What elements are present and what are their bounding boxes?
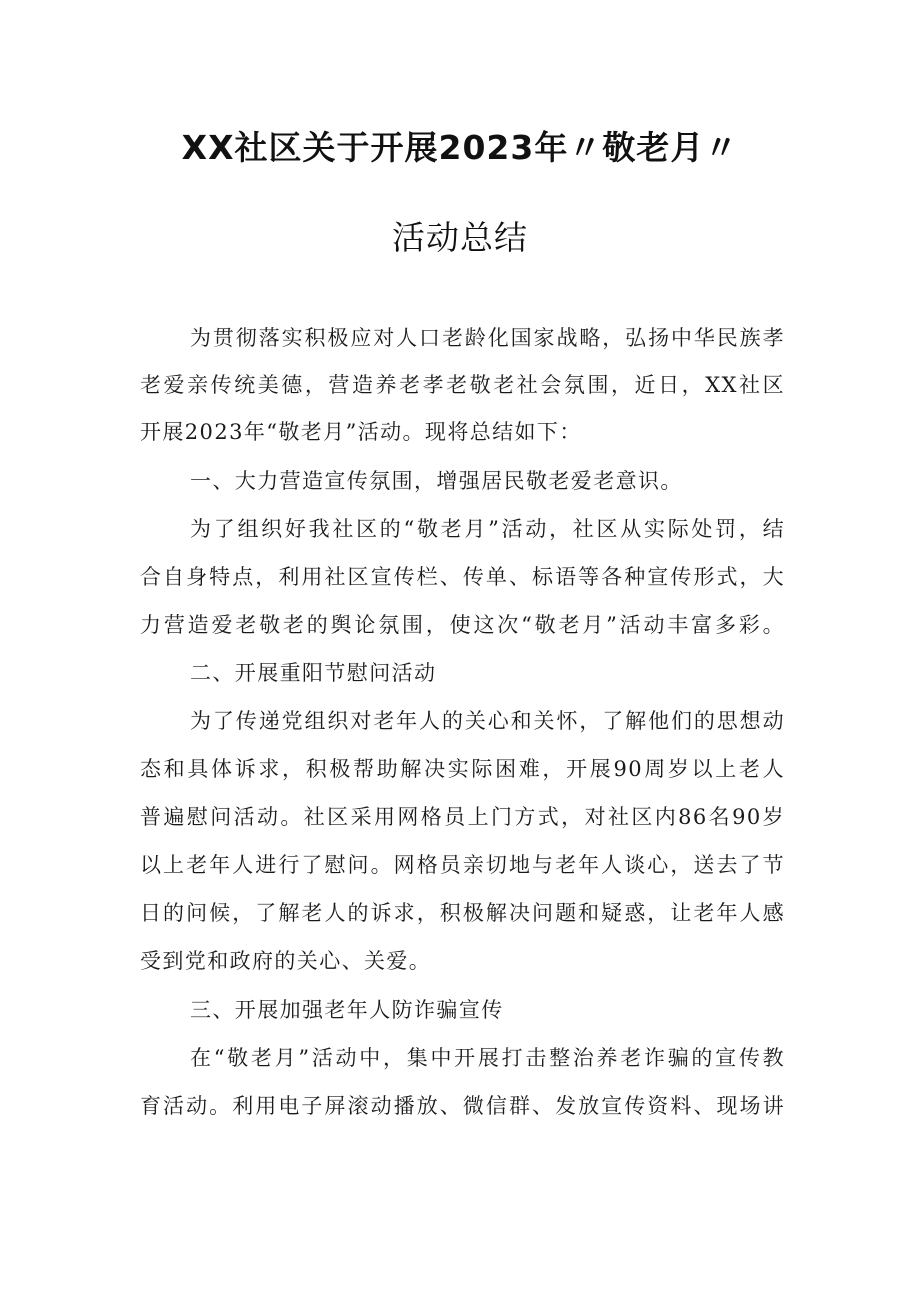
section-heading: 一、大力营造宣传氛围，增强居民敬老爱老意识。 [190,469,683,493]
paragraph-line: 力营造爱老敬老的舆论氛围，使这次“敬老月”活动丰富多彩。 [140,613,785,637]
paragraph-line: 育活动。利用电子屏滚动播放、微信群、发放宣传资料、现场讲 [140,1094,785,1118]
paragraph-line: 开展2023年“敬老月”活动。现将总结如下： [140,420,582,444]
paragraph-line: 为贯彻落实积极应对人口老龄化国家战略，弘扬中华民族孝 [190,326,785,350]
document-title-line-2: 活动总结 [392,218,528,257]
paragraph-line: 受到党和政府的关心、关爱。 [140,949,432,973]
document-title-line-1: XX社区关于开展2023年〃敬老月〃 [181,128,739,167]
paragraph-line: 普遍慰问活动。社区采用网格员上门方式，对社区内86名90岁 [140,805,785,829]
paragraph-line: 为了组织好我社区的“敬老月”活动，社区从实际处罚，结 [190,517,785,541]
paragraph-line: 老爱亲传统美德，营造养老孝老敬老社会氛围，近日，XX社区 [140,373,785,397]
paragraph-line: 为了传递党组织对老年人的关心和关怀，了解他们的思想动 [190,709,785,733]
paragraph-line: 日的问候，了解老人的诉求，积极解决问题和疑惑，让老年人感 [140,901,785,925]
paragraph-line: 在“敬老月”活动中，集中开展打击整治养老诈骗的宣传教 [190,1046,785,1070]
section-heading: 三、开展加强老年人防诈骗宣传 [190,998,504,1022]
section-heading: 二、开展重阳节慰问活动 [190,661,437,685]
paragraph-line: 合自身特点，利用社区宣传栏、传单、标语等各种宣传形式，大 [140,565,785,589]
paragraph-line: 态和具体诉求，积极帮助解决实际困难，开展90周岁以上老人 [140,757,785,781]
paragraph-line: 以上老年人进行了慰问。网格员亲切地与老年人谈心，送去了节 [140,853,785,877]
